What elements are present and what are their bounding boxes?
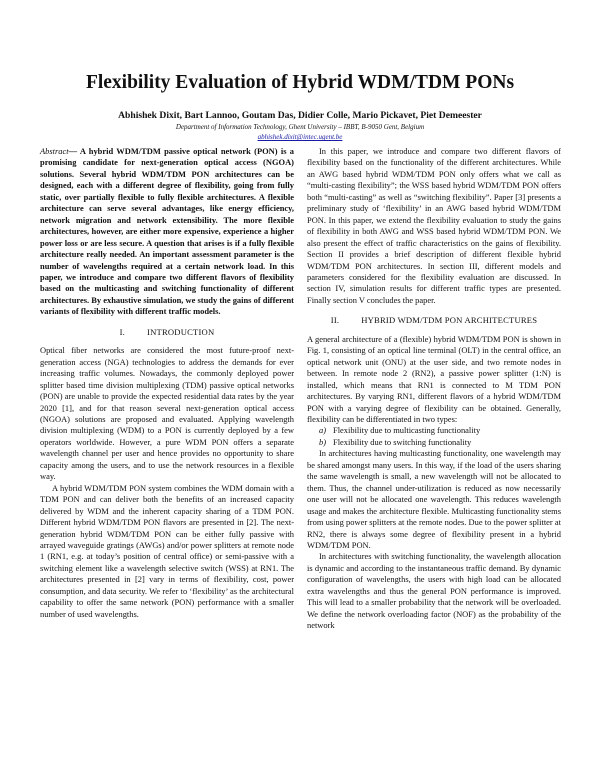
paper-title: Flexibility Evaluation of Hybrid WDM/TDM PONs [85,72,515,93]
right-column [307,146,561,632]
list-text: Flexibility due to switching functionality [333,436,472,447]
list-item [307,425,561,436]
section-heading-architectures [307,315,561,326]
affiliation: Department of Information Technology, Ghent University – IBBT, B-9050 Gent, Belgium [175,123,425,131]
paragraph: A hybrid WDM/TDM PON system combines the WDM domain with a TDM PON and can deliver both the benefits of an increased capacity delivered by WDM and the inherent capacity sharing of a TDM PON. Different hybrid WDM/TDM PON flavors are presented in [2]. The next-generation hybrid WDM/TDM PON can be either fully passive with arrayed waveguide gratings (AWGs) and/or power splitters at remote node 1 (RN1, e.g. at today’s position of central office) or semi-passive with a switching element like a wavelength selective switch (WSS) at RN1. The architectures presented in [2] vary in terms of flexibility, cost, power consumption, and data security. We refer to ‘flexibility’ as the architectural capability to offer the same network (PON) performance with a smaller number of used wavelengths. [40,482,294,619]
email-line [0,133,600,141]
author-list: Abhishek Dixit, Bart Lannoo, Goutam Das, Didier Colle, Mario Pickavet, Piet Demeester [118,110,482,121]
left-column [40,146,294,620]
section-number: II. [330,315,340,326]
paragraph: In architectures having multicasting functionality, one wavelength may be shared amongst many users. In this way, if the load of the users sharing the same wavelength is small, a new wavelength will not be allocated to them. Thus, the channel under-utilization is reduced as now necessarily one user will not be allocated one wavelength. This reduces wavelength usage and makes the architecture flexible. Multicasting functionality stems from using power splitters at the remote nodes. Due to the power splitter at RN2, there is always some degree of flexibility present in a hybrid WDM/TDM PON. [307,448,561,550]
section-number: I. [119,326,126,337]
email-link[interactable]: abhishek.dixit@intec.ugent.be [257,133,343,141]
section-title: HYBRID WDM/TDM PON ARCHITECTURES [361,315,538,326]
paragraph: In architectures with switching functionality, the wavelength allocation is dynamic and according to the instantaneous traffic demand. By dynamic configuration of wavelengths, the users with high load can be allocated extra wavelengths and thus the general PON performance is improved. This will lead to a smaller probability that the network will be overloaded. We define the network overloading factor (NOF) as the probability of the network [307,551,561,631]
list-marker: a) [319,425,327,436]
paragraph: A general architecture of a (flexible) hybrid WDM/TDM PON is shown in Fig. 1, consisting of an optical line terminal (OLT) in the central office, an optical network unit (ONU) at the user side, and two remote nodes in between. In remote node 2 (RN2), a passive power splitter (1:N) is installed, which means that RN1 is connected to M TDM PON architectures. By varying RN1, different flavors of a hybrid WDM/TDM PON with a varying degree of flexibility can be obtained. Generally, flexibility can be differentiated in two types: [307,333,561,424]
paragraph: In this paper, we introduce and compare two different flavors of flexibility based on the functionality of the different architectures. While an AWG based hybrid WDM/TDM PON only offers what we call as “multi-casting flexibility”; the WSS based hybrid WDM/TDM PON offers both “multi-casting” as well as “switching flexibility”. Paper [3] presents a preliminary study of ‘flexibility’ in an AWG based hybrid WDM/TDM PON. In this paper, we extend the flexibility evaluation to study the gains of flexibility in both AWG and WSS based hybrid WDM/TDM PON. We also present the effect of traffic characteristics on the gains of flexibility. Section II provides a brief description of different flexible hybrid WDM/TDM PON architectures. In section III, different models and parameters considered for the flexibility evaluation are discussed. In section IV, simulation results for different traffic types are presented. Finally section V concludes the paper. [307,146,561,305]
abstract [40,146,294,318]
list-text: Flexibility due to multicasting functionality [333,425,481,436]
section-title: INTRODUCTION [147,326,215,337]
paragraph: Optical fiber networks are considered the most future-proof next-generation access (NGA) technologies to address the demands for ever increasing traffic volumes. Nowadays, the commonly deployed power splitter based time division multiplexing (TDM) passive optical networks (PON) are unable to provide the expected residential data rates by the year 2020 [1], and for that reason several next-generation optical access (NGOA) solutions are proposed and evaluated. Applying wavelength division multiplexing (WDM) to a PON is currently deployed by a few operators worldwide. However, a pure WDM PON offers a separate wavelength channel per user and hence provides no opportunity to share capacity among the users, and to use the network resources in a flexible way. [40,345,294,482]
list-item [307,437,561,448]
abstract-dash: — [68,146,80,156]
list-marker: b) [319,436,327,447]
abstract-text: A hybrid WDM/TDM passive optical network (PON) is a promising candidate for next-generation optical access (NGOA) solutions. Several hybrid WDM/TDM PON architectures can be designed, each with a different degree of flexibility, going from fully static, over partially flexible to fully flexible architectures. A flexible architecture can serve several advantages, like energy efficiency, network migration and network extensibility. The more flexible architectures, however, are either more expensive, experience a higher power loss or are less secure. A question that arises is if a fully flexible architecture really needed. An important assessment parameter is the number of wavelengths required at a certain network load. In this paper, we introduce and compare two different flavors of flexibility based on the multicasting and switching functionality of different architectures. By exhaustive simulation, we study the gains of different variants of flexibility with different traffic models. [40,146,294,317]
section-heading-introduction [40,327,294,338]
abstract-label: Abstract [40,146,69,156]
